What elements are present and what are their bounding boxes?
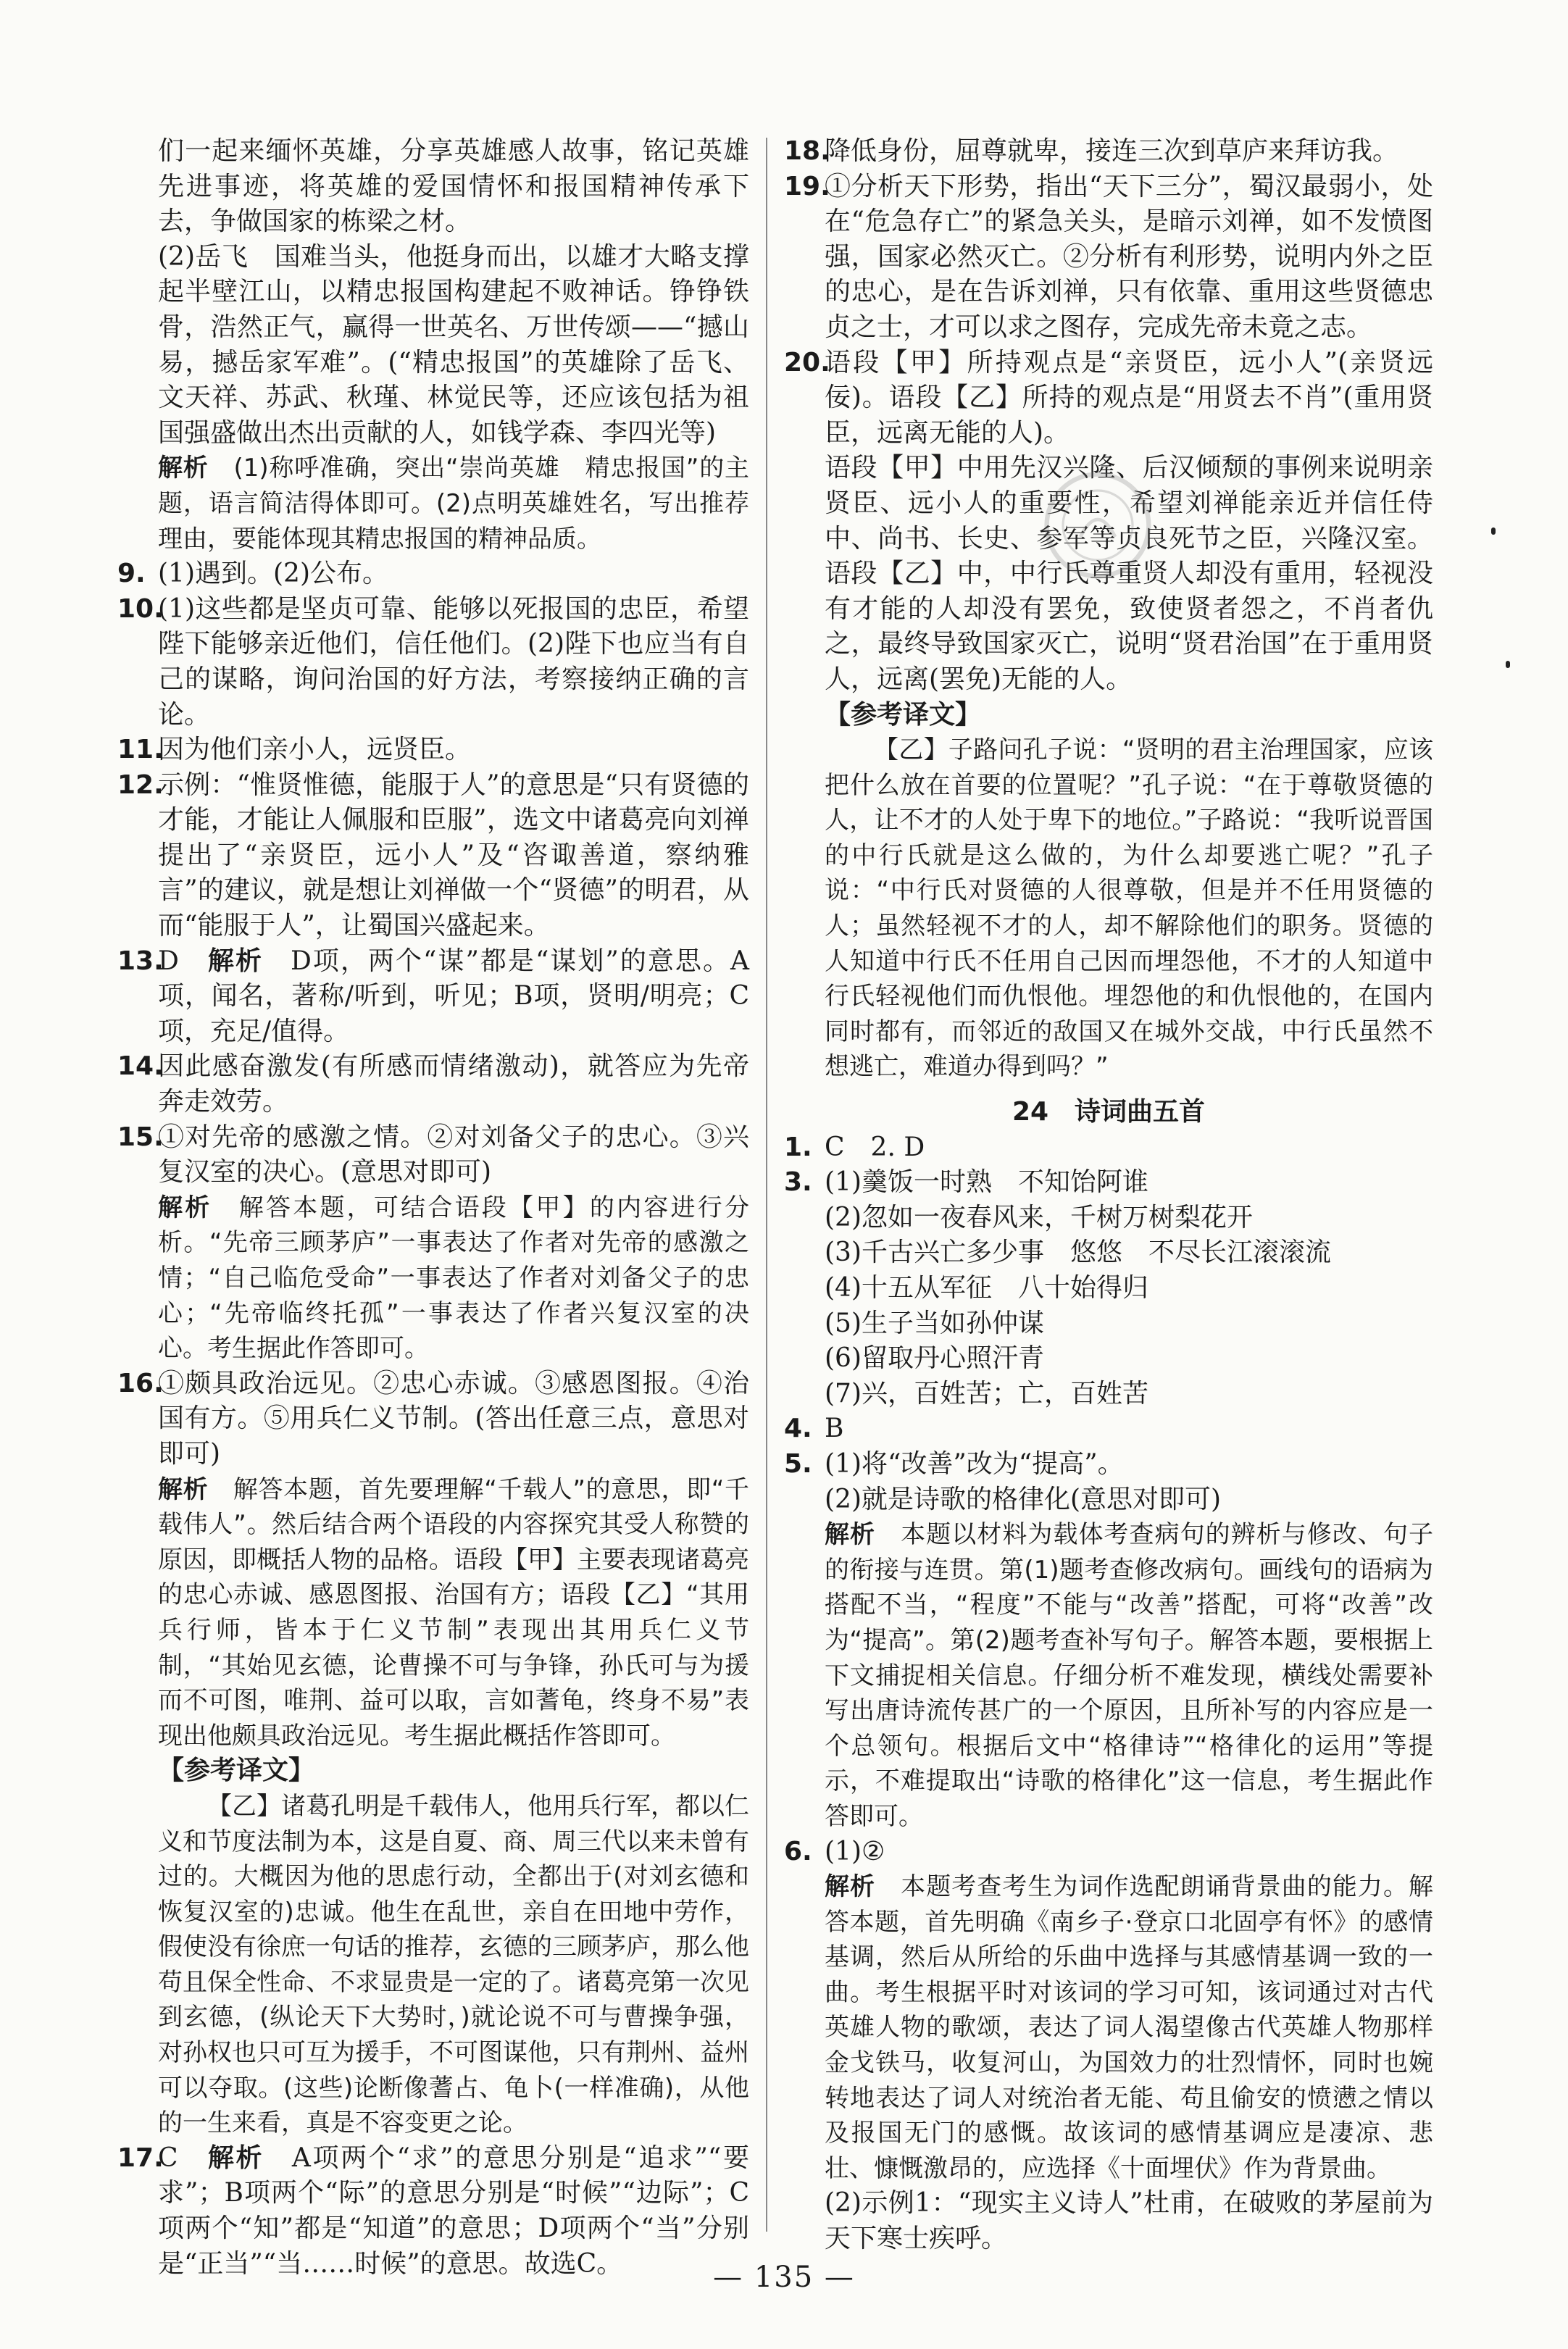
question-number: 3.: [784, 1167, 812, 1198]
answer-text: B: [825, 1414, 844, 1444]
answer-text: ①分析天下形势，指出“天下三分”，蜀汉最弱小，处在“危急存亡”的紧急关头，是暗示刘禅，如不发愤图强，国家必然灭亡。②分析有利形势，说明内外之臣的忠心，是在告诉刘禅，只有依靠、重用这些贤德忠贞之士，才可以求之图存，完成先帝未竟之志。: [825, 171, 1433, 342]
question-number: 10.: [117, 593, 164, 624]
analysis-label: 解析: [825, 1520, 876, 1550]
question-number: 20.: [784, 347, 830, 377]
margin-mark: [1506, 661, 1510, 668]
reference-translation: 【乙】子路问孔子说：“贤明的君主治理国家，应该把什么放在首要的位置呢？”孔子说：“在于尊敬贤德的人，让不才的人处于卑下的地位。”子路说：“我听说晋国的中行氏就是这么做的，为什么却要逃亡呢？”孔子说：“中行氏对贤德的人很尊敬，但是并不任用贤德的人；虽然轻视不才的人，却不解除他们的职务。贤德的人知道中行氏不任用自己因而埋怨他，不才的人知道中行氏轻视他们而仇恨他。埋怨他的和仇恨他的，在国内同时都有，而邻近的敌国又在城外交战，中行氏虽然不想逃亡，难道办得到吗？”: [825, 735, 1433, 1082]
answer-3-line: (3)千古兴亡多少事 悠悠 不尽长江滚滚流: [825, 1238, 1331, 1268]
answer-1-2: [784, 1130, 1433, 1166]
analysis-text: A项两个“求”的意思分别是“追求”“要求”；B项两个“际”的意思分别是“时候”“边际”；C项两个“知”都是“知道”的意思；D项两个“当”分别是“正当”“当……时候”的意思。故选C。: [158, 2143, 749, 2279]
analysis-text: (1)称呼准确，突出“崇尚英雄 精忠报国”的主题，语言简洁得体即可。(2)点明英雄姓名，写出推荐理由，要能体现其精忠报国的精神品质。: [158, 454, 750, 554]
continued-text: 们一起来缅怀英雄，分享英雄感人故事，铭记英雄先进事迹，将英雄的爱国情怀和报国精神传承下去，争做国家的栋梁之材。: [158, 136, 749, 237]
answer-3-line: (7)兴，百姓苦；亡，百姓苦: [825, 1378, 1148, 1409]
page-number: — 135 —: [713, 2261, 855, 2294]
answer-text: ①颇具政治远见。②忠心赤诚。③感恩图报。④治国有方。⑤用兵仁义节制。(答出任意三点，意思对即可): [158, 1368, 749, 1469]
answer-12: [117, 768, 749, 944]
question-number: 13.: [117, 946, 164, 976]
answer-text: (1)遇到。(2)公布。: [158, 559, 388, 589]
question-number: 16.: [117, 1368, 164, 1398]
answer-3-line: (2)忽如一夜春风来，千树万树梨花开: [825, 1202, 1253, 1232]
answer-6-line: (2)示例1：“现实主义诗人”杜甫，在破败的茅屋前为天下寒士疾呼。: [825, 2188, 1433, 2254]
answer-3-line: (4)十五从军征 八十始得归: [825, 1273, 1148, 1303]
answer-16: [117, 1367, 749, 1472]
answer-11: [117, 733, 749, 768]
left-column: [117, 134, 749, 2282]
question-number: 9.: [117, 559, 146, 589]
question-number: 4.: [784, 1414, 812, 1444]
answer-3-line: (6)留取丹心照汗青: [825, 1343, 1044, 1374]
analysis-text: D项，两个“谋”都是“谋划”的意思。A项，闻名，著称/听到，听见；B项，贤明/明亮；C项，充足/值得。: [158, 946, 749, 1046]
analysis-label: 解析: [158, 1474, 209, 1504]
analysis-8: [117, 451, 749, 556]
answer-text: 语段【甲】所持观点是“亲贤臣，远小人”(亲贤远佞)。语段【乙】所持的观点是“用贤去不肖”(重用贤臣，远离无能的人)。: [825, 347, 1433, 448]
answer-19: [784, 170, 1433, 346]
analysis-text: 本题考查考生为词作选配朗诵背景曲的能力。解答本题，首先明确《南乡子·登京口北固亭有怀》的感情基调，然后从所给的乐曲中选择与其感情基调一致的一曲。考生根据平时对该词的学习可知，该词通过对古代英雄人物的歌颂，表达了词人渴望像古代英雄人物那样金戈铁马，收复河山，为国效力的壮烈情怀，同时也婉转地表达了词人对统治者无能、苟且偷安的愤懑之情以及报国无门的感慨。故该词的感情基调应是凄凉、悲壮、慷慨激昂的，应选择《十面埋伏》作为背景曲。: [825, 1872, 1434, 2183]
reference-translation-label: 【参考译文】: [825, 699, 982, 730]
reference-translation: 【乙】诸葛孔明是千载伟人，他用兵行军，都以仁义和节度法制为本，这是自夏、商、周三代以来未曾有过的。大概因为他的思虑行动，全都出于(对刘玄德和恢复汉室的)忠诚。他生在乱世，亲自在田地中劳作，假使没有徐庶一句话的推荐，玄德的三顾茅庐，那么他苟且保全性命、不求显贵是一定的了。诸葛亮第一次见到玄德，(纵论天下大势时，)就论说不可与曹操争强，对孙权也只可互为援手，不可图谋他，只有荆州、益州可以夺取。(这些)论断像蓍占、龟卜(一样准确)，从他的一生来看，真是不容变更之论。: [158, 1791, 749, 2138]
answer-text: 因此感奋激发(有所感而情绪激动)，就答应为先帝奔走效劳。: [158, 1051, 749, 1117]
analysis-label: 解析: [207, 946, 263, 976]
answer-text: 示例：“惟贤惟德，能服于人”的意思是“只有贤德的才能，才能让人佩服和臣服”，选文中诸葛亮向刘禅提出了“亲贤臣，远小人”及“咨诹善道，察纳雅言”的建议，就是想让刘禅做一个“贤德”的明君，从而“能服于人”，让蜀国兴盛起来。: [158, 769, 749, 941]
answer-text: C 2. D: [825, 1132, 925, 1162]
analysis-label: 解析: [158, 454, 209, 483]
answer-text: (1)羹饭一时熟 不知饴阿谁: [825, 1167, 1148, 1198]
analysis-text: 解答本题，可结合语段【甲】的内容进行分析。“先帝三顾茅庐”一事表达了作者对先帝的感激之情；“自己临危受命”一事表达了作者对刘备父子的忠心；“先帝临终托孤”一事表达了作者兴复汉室的决心。考生据此作答即可。: [158, 1193, 750, 1364]
answer-18: [784, 134, 1433, 170]
answer-15: [117, 1120, 749, 1190]
answer-text: (1)这些都是坚贞可靠、能够以死报国的忠臣，希望陛下能够亲近他们，信任他们。(2)陛下也应当有自己的谋略，询问治国的好方法，考察接纳正确的言论。: [158, 593, 749, 730]
question-number: 1.: [784, 1132, 812, 1162]
question-number: 14.: [117, 1051, 164, 1082]
answer-20: [784, 346, 1433, 451]
answer-20-continued: 语段【甲】中用先汉兴隆、后汉倾颓的事例来说明亲贤臣、远小人的重要性，希望刘禅能亲近并信任侍中、尚书、长史、参军等贞良死节之臣，兴隆汉室。语段【乙】中，中行氏尊重贤人却没有重用，轻视没有才能的人却没有罢免，致使贤者怨之，不肖者仇之，最终导致国家灭亡，说明“贤君治国”在于重用贤人，远离(罢免)无能的人。: [825, 453, 1433, 694]
question-number: 12.: [117, 769, 164, 800]
answer-choice: C: [158, 2143, 208, 2173]
watermark-stamp-icon: [1040, 467, 1156, 583]
question-number: 11.: [117, 735, 164, 765]
analysis-text: 解答本题，首先要理解“千载人”的意思，即“千载伟人”。然后结合两个语段的内容探究其受人称赞的原因，即概括人物的品格。语段【甲】主要表现诸葛亮的忠心赤诚、感恩图报、治国有方；语段【乙】“其用兵行师，皆本于仁义节制”表现出其用兵仁义节制，“其始见玄德，论曹操不可与争锋，孙氏可与为援而不可图，唯荆、益可以取，言如蓍龟，终身不易”表现出他颇具政治远见。考生据此概括作答即可。: [158, 1474, 750, 1751]
answer-8-2: (2)岳飞 国难当头，他挺身而出，以雄才大略支撑起半壁江山，以精忠报国构建起不败神话。铮铮铁骨，浩然正气，赢得一世英名、万世传颂——“撼山易，撼岳家军难”。(“精忠报国”的英雄除了岳飞、文天祥、苏武、秋瑾、林觉民等，还应该包括为祖国强盛做出杰出贡献的人，如钱学森、李四光等): [158, 241, 749, 448]
answer-6: [784, 1835, 1433, 1870]
answer-5-line: (2)就是诗歌的格律化(意思对即可): [825, 1484, 1222, 1514]
answer-choice: D: [158, 946, 208, 976]
question-number: 19.: [784, 171, 830, 201]
analysis-16: [117, 1472, 749, 1754]
answer-14: [117, 1049, 749, 1119]
margin-mark: [1491, 527, 1496, 535]
question-number: 17.: [117, 2143, 164, 2173]
section-title: 24 诗词曲五首: [1012, 1097, 1206, 1127]
answer-text: (1)②: [825, 1836, 885, 1866]
answer-text: 因为他们亲小人，远贤臣。: [158, 735, 472, 765]
answer-4: [784, 1411, 1433, 1447]
analysis-label: 解析: [207, 2143, 264, 2173]
analysis-6: [784, 1869, 1433, 2186]
analysis-5: [784, 1517, 1433, 1834]
answer-13: [117, 944, 749, 1050]
analysis-label: 解析: [825, 1872, 876, 1902]
answer-text: 降低身份，屈尊就卑，接连三次到草庐来拜访我。: [825, 136, 1399, 166]
answer-9: [117, 556, 749, 592]
answer-5: [784, 1447, 1433, 1482]
analysis-15: [117, 1190, 749, 1367]
answer-text: (1)将“改善”改为“提高”。: [825, 1448, 1124, 1479]
answer-10: [117, 592, 749, 733]
answer-3-line: (5)生子当如孙仲谋: [825, 1308, 1044, 1338]
answer-text: ①对先帝的感激之情。②对刘备父子的忠心。③兴复汉室的决心。(意思对即可): [158, 1122, 749, 1188]
question-number: 15.: [117, 1122, 164, 1152]
right-column: [784, 134, 1433, 2257]
question-number: 6.: [784, 1836, 812, 1866]
question-number: 5.: [784, 1448, 812, 1479]
answer-3: [784, 1165, 1433, 1201]
column-divider: [766, 138, 767, 2232]
analysis-text: 本题以材料为载体考查病句的辨析与修改、句子的衔接与连贯。第(1)题考查修改病句。画线句的语病为搭配不当，“程度”不能与“改善”搭配，可将“改善”改为“提高”。第(2)题考查补写句子。解答本题，要根据上下文捕捉相关信息。仔细分析不难发现，横线处需要补写出唐诗流传甚广的一个原因，且所补写的内容应是一个总领句。根据后文中“格律诗”“格律化的运用”等提示，不难提取出“诗歌的格律化”这一信息，考生据此作答即可。: [825, 1520, 1434, 1831]
reference-translation-label: 【参考译文】: [158, 1756, 315, 1786]
question-number: 18.: [784, 136, 830, 166]
analysis-label: 解析: [158, 1193, 212, 1222]
